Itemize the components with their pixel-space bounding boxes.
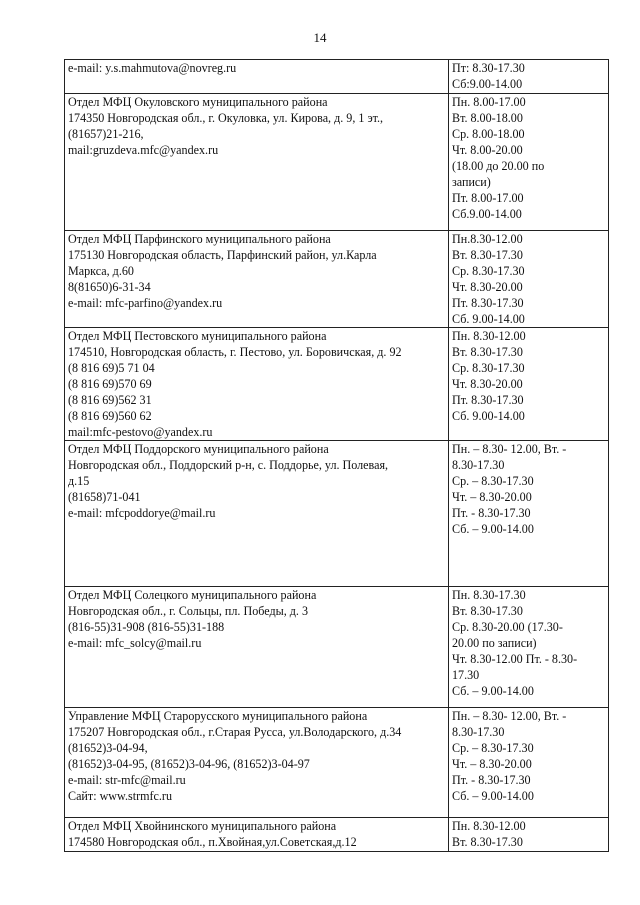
- schedule-line: Пн. 8.30-12.00: [452, 819, 526, 833]
- schedule-line: Сб:9.00-14.00: [452, 77, 523, 91]
- schedule-line: Сб.9.00-14.00: [452, 207, 522, 221]
- schedule-line: Сб. 9.00-14.00: [452, 409, 525, 423]
- office-email: e-mail: mfcpoddorye@mail.ru: [68, 506, 216, 520]
- schedule-cell: [449, 441, 609, 587]
- office-address: 174510, Новгородская область, г. Пестово, ул. Боровичская, д. 92: [68, 345, 402, 359]
- schedule-line: Ср. 8.30-17.30: [452, 264, 525, 278]
- office-phone: (81652)3-04-95, (81652)3-04-96, (81652)3-04-97: [68, 757, 310, 771]
- office-phone: (8 816 69)560 62: [68, 409, 152, 423]
- office-email: e-mail: mfc-parfino@yandex.ru: [68, 296, 223, 310]
- office-address: Новгородская обл., г. Сольцы, пл. Победы, д. 3: [68, 604, 309, 618]
- table-row: [65, 708, 609, 818]
- office-address: 174350 Новгородская обл., г. Окуловка, ул. Кирова, д. 9, 1 эт.,: [68, 111, 384, 125]
- schedule-line: Пт. 8.30-17.30: [452, 393, 524, 407]
- office-name: Отдел МФЦ Хвойнинского муниципального района: [68, 819, 337, 833]
- schedule-line: Сб. – 9.00-14.00: [452, 789, 534, 803]
- office-address: 175207 Новгородская обл., г.Старая Русса, ул.Володарского, д.34: [68, 725, 402, 739]
- schedule-line: Вт. 8.30-17.30: [452, 345, 523, 359]
- office-phone: 8(81650)6-31-34: [68, 280, 151, 294]
- schedule-line: Сб. 9.00-14.00: [452, 312, 525, 326]
- office-address: д.15: [68, 474, 90, 488]
- schedule-cell: [449, 94, 609, 231]
- schedule-line: Пт: 8.30-17.30: [452, 61, 525, 75]
- schedule-line: Вт. 8.30-17.30: [452, 248, 523, 262]
- table-row: [65, 231, 609, 328]
- office-info-cell: [65, 60, 449, 94]
- office-name: Отдел МФЦ Парфинского муниципального района: [68, 232, 331, 246]
- schedule-line: Пн.8.30-12.00: [452, 232, 523, 246]
- schedule-line: Вт. 8.00-18.00: [452, 111, 523, 125]
- office-name: Отдел МФЦ Поддорского муниципального района: [68, 442, 329, 456]
- mfc-offices-table: [64, 59, 609, 852]
- office-name: Отдел МФЦ Пестовского муниципального района: [68, 329, 327, 343]
- schedule-cell: [449, 60, 609, 94]
- schedule-line: 17.30: [452, 668, 480, 682]
- schedule-line: Чт. 8.30-12.00 Пт. - 8.30-: [452, 652, 578, 666]
- schedule-line: Чт. 8.00-20.00: [452, 143, 523, 157]
- schedule-cell: [449, 231, 609, 328]
- schedule-line: Чт. 8.30-20.00: [452, 280, 523, 294]
- schedule-line: Сб. – 9.00-14.00: [452, 684, 534, 698]
- office-name: Отдел МФЦ Окуловского муниципального района: [68, 95, 328, 109]
- schedule-line: Пт. 8.30-17.30: [452, 296, 524, 310]
- office-info-cell: [65, 441, 449, 587]
- office-phone: (81652)3-04-94,: [68, 741, 148, 755]
- office-email: mail:gruzdeva.mfc@yandex.ru: [68, 143, 219, 157]
- office-phone: (8 816 69)5 71 04: [68, 361, 155, 375]
- office-email: e-mail: y.s.mahmutova@novreg.ru: [68, 61, 237, 75]
- office-email: e-mail: mfc_solcy@mail.ru: [68, 636, 202, 650]
- schedule-line: Пт. - 8.30-17.30: [452, 506, 531, 520]
- office-address: 175130 Новгородская область, Парфинский район, ул.Карла: [68, 248, 377, 262]
- schedule-line: Сб. – 9.00-14.00: [452, 522, 534, 536]
- office-info-cell: [65, 818, 449, 852]
- table-row: [65, 328, 609, 441]
- schedule-line: Пн. 8.30-17.30: [452, 588, 526, 602]
- schedule-line: Пн. – 8.30- 12.00, Вт. -: [452, 709, 567, 723]
- schedule-line: Ср. 8.00-18.00: [452, 127, 525, 141]
- table-row: [65, 818, 609, 852]
- schedule-line: Ср. 8.30-17.30: [452, 361, 525, 375]
- schedule-line: (18.00 до 20.00 по: [452, 159, 545, 173]
- schedule-cell: [449, 818, 609, 852]
- schedule-line: Чт. 8.30-20.00: [452, 377, 523, 391]
- office-website: Сайт: www.strmfc.ru: [68, 789, 173, 803]
- office-phone: (81658)71-041: [68, 490, 141, 504]
- table-row: [65, 441, 609, 587]
- office-info-cell: [65, 587, 449, 708]
- office-info-cell: [65, 231, 449, 328]
- schedule-line: Чт. – 8.30-20.00: [452, 490, 532, 504]
- schedule-cell: [449, 587, 609, 708]
- schedule-line: Пн. – 8.30- 12.00, Вт. -: [452, 442, 567, 456]
- office-address: 174580 Новгородская обл., п.Хвойная,ул.Советская,д.12: [68, 835, 357, 849]
- office-info-cell: [65, 708, 449, 818]
- office-address: Новгородская обл., Поддорский р-н, с. Поддорье, ул. Полевая,: [68, 458, 389, 472]
- schedule-line: Ср. 8.30-20.00 (17.30-: [452, 620, 563, 634]
- office-email: mail:mfc-pestovo@yandex.ru: [68, 425, 213, 439]
- schedule-cell: [449, 328, 609, 441]
- schedule-line: Чт. – 8.30-20.00: [452, 757, 532, 771]
- office-email: e-mail: str-mfc@mail.ru: [68, 773, 186, 787]
- office-name: Отдел МФЦ Солецкого муниципального района: [68, 588, 317, 602]
- schedule-line: 20.00 по записи): [452, 636, 537, 650]
- schedule-line: Пт. - 8.30-17.30: [452, 773, 531, 787]
- office-phone: (816-55)31-908 (816-55)31-188: [68, 620, 225, 634]
- schedule-line: Пт. 8.00-17.00: [452, 191, 524, 205]
- office-info-cell: [65, 328, 449, 441]
- table-row: [65, 60, 609, 94]
- schedule-line: 8.30-17.30: [452, 458, 505, 472]
- office-phone: (81657)21-216,: [68, 127, 144, 141]
- schedule-line: Ср. – 8.30-17.30: [452, 474, 534, 488]
- schedule-line: Ср. – 8.30-17.30: [452, 741, 534, 755]
- office-address: Маркса, д.60: [68, 264, 134, 278]
- schedule-cell: [449, 708, 609, 818]
- page-number: 14: [313, 30, 327, 45]
- table-row: [65, 587, 609, 708]
- office-info-cell: [65, 94, 449, 231]
- schedule-line: Пн. 8.00-17.00: [452, 95, 526, 109]
- office-phone: (8 816 69)562 31: [68, 393, 152, 407]
- schedule-line: Вт. 8.30-17.30: [452, 604, 523, 618]
- office-phone: (8 816 69)570 69: [68, 377, 152, 391]
- schedule-line: 8.30-17.30: [452, 725, 505, 739]
- office-name: Управление МФЦ Старорусского муниципального района: [68, 709, 368, 723]
- schedule-line: Вт. 8.30-17.30: [452, 835, 523, 849]
- table-row: [65, 94, 609, 231]
- schedule-line: Пн. 8.30-12.00: [452, 329, 526, 343]
- schedule-line: записи): [452, 175, 491, 189]
